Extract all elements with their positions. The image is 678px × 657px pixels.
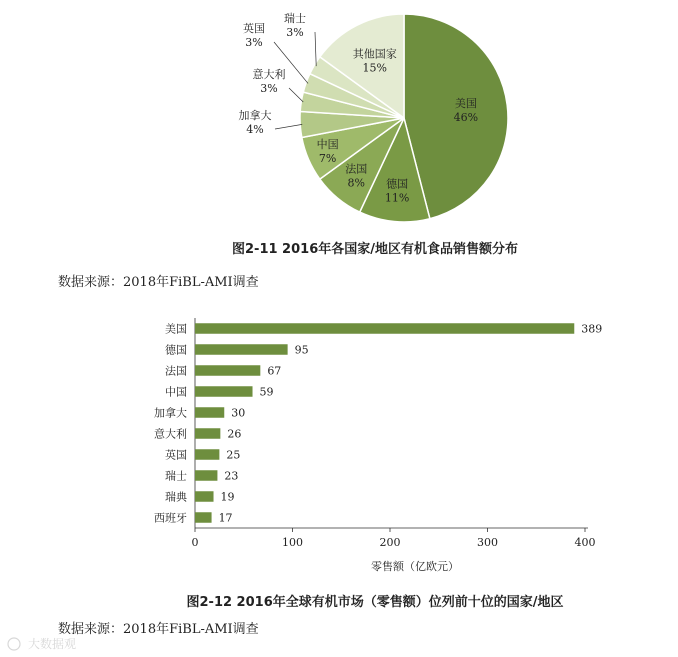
bar-value-label: 95 xyxy=(294,343,309,357)
pie-slice-percent: 15% xyxy=(362,61,387,75)
x-tick-label: 400 xyxy=(574,536,596,549)
pie-slice-percent: 3% xyxy=(286,26,304,39)
bar-value-label: 67 xyxy=(267,364,282,378)
bar-value-label: 59 xyxy=(259,385,274,399)
bar-category-label: 意大利 xyxy=(154,427,187,441)
pie-slice-label: 其他国家 xyxy=(352,47,397,61)
x-tick-label: 100 xyxy=(282,536,303,549)
bar-value-label: 389 xyxy=(581,322,603,336)
pie-slice-percent: 46% xyxy=(453,111,479,125)
bar-chart xyxy=(154,318,602,549)
bar xyxy=(195,386,253,397)
bar xyxy=(195,344,288,355)
bar-category-label: 德国 xyxy=(165,343,187,357)
bar-category-label: 西班牙 xyxy=(154,511,187,525)
x-tick-label: 200 xyxy=(379,536,401,549)
bar-chart-x-axis-title: 零售额（亿欧元） xyxy=(371,560,459,573)
bar xyxy=(195,323,574,334)
pie-slice-label: 美国 xyxy=(454,97,477,111)
pie-chart-caption: 图2-11 2016年各国家/地区有机食品销售额分布 xyxy=(232,242,518,257)
pie-slice-label: 法国 xyxy=(345,162,368,176)
pie-slice-percent: 8% xyxy=(347,176,365,190)
bar xyxy=(195,512,212,523)
pie-slice-percent: 3% xyxy=(245,36,263,49)
pie-slice-percent: 4% xyxy=(246,123,264,136)
bar-category-label: 美国 xyxy=(165,322,187,336)
bar xyxy=(195,449,219,460)
pie-slice-label: 加拿大 xyxy=(238,109,272,122)
pie-leader-line xyxy=(289,88,303,102)
bar-category-label: 瑞士 xyxy=(165,469,187,483)
x-tick-label: 300 xyxy=(477,536,498,549)
pie-chart-source: 数据来源：2018年FiBL-AMI调查 xyxy=(58,275,259,290)
bar xyxy=(195,407,224,418)
bar-category-label: 瑞典 xyxy=(165,490,187,504)
bar-value-label: 17 xyxy=(218,511,233,525)
bar-value-label: 26 xyxy=(227,427,242,441)
pie-leader-line xyxy=(275,124,302,129)
bar-category-label: 法国 xyxy=(165,364,187,378)
pie-leader-line xyxy=(315,32,316,66)
pie-slice-label: 德国 xyxy=(386,177,409,191)
bar xyxy=(195,365,260,376)
bar xyxy=(195,491,214,502)
bar xyxy=(195,470,217,481)
watermark-icon xyxy=(8,638,20,650)
pie-slice-label: 意大利 xyxy=(252,68,286,81)
pie-slice-percent: 7% xyxy=(318,152,337,166)
pie-slice-label: 英国 xyxy=(243,22,265,35)
bar-chart-caption: 图2-12 2016年全球有机市场（零售额）位列前十位的国家/地区 xyxy=(186,595,564,610)
bar-category-label: 英国 xyxy=(165,448,187,462)
watermark-text: 大数据观 xyxy=(28,637,77,651)
pie-slice-percent: 11% xyxy=(384,191,410,205)
bar xyxy=(195,428,220,439)
bar-value-label: 25 xyxy=(226,448,241,462)
bar-chart-source: 数据来源：2018年FiBL-AMI调查 xyxy=(58,622,259,637)
pie-slice-percent: 3% xyxy=(260,82,278,95)
bar-category-label: 中国 xyxy=(165,385,187,399)
x-tick-label: 0 xyxy=(191,536,199,549)
bar-value-label: 19 xyxy=(220,490,235,504)
pie-slice-label: 中国 xyxy=(316,138,339,152)
bar-value-label: 30 xyxy=(231,406,246,420)
bar-category-label: 加拿大 xyxy=(154,406,187,420)
bar-value-label: 23 xyxy=(224,469,239,483)
pie-slice-label: 瑞士 xyxy=(284,12,306,25)
